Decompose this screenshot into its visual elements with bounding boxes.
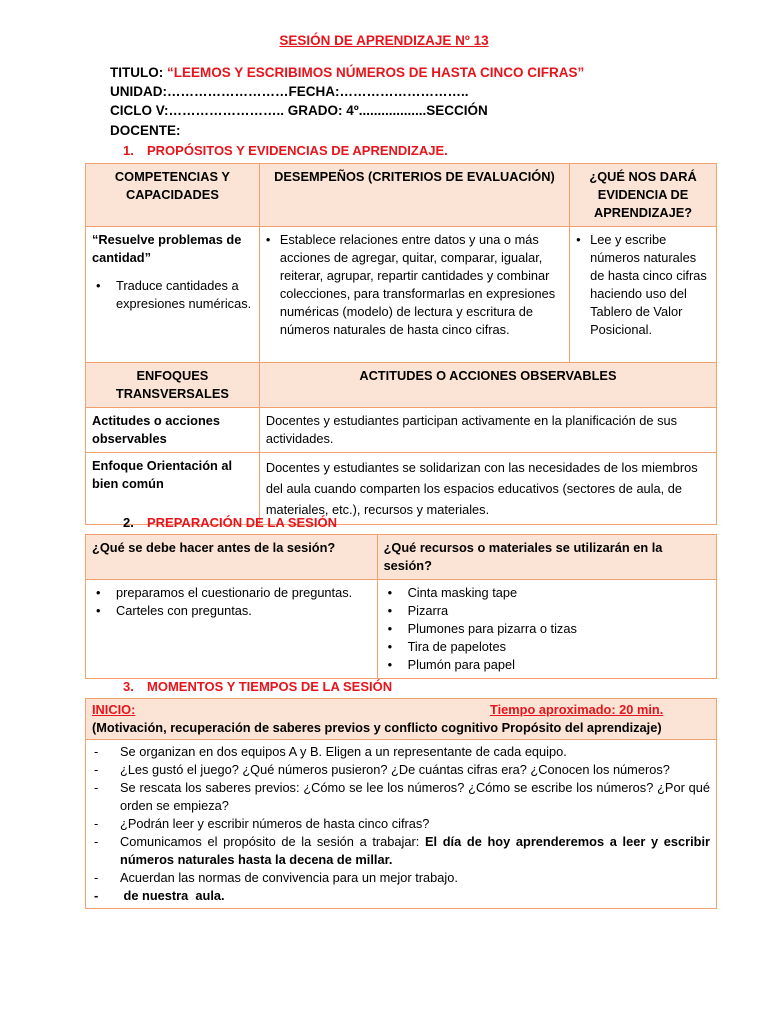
momentos-table — [85, 698, 717, 909]
actitudes-header: ACTITUDES O ACCIONES OBSERVABLES — [259, 363, 716, 408]
titulo-line: TITULO: “LEEMOS Y ESCRIBIMOS NÚMEROS DE HASTA CINCO CIFRAS” — [110, 65, 585, 80]
list-item: • Pizarra — [384, 602, 710, 620]
ciclo-line: CICLO V:…………………….. GRADO: 4º..................SECCIÓN — [110, 103, 488, 118]
tiempo-label: Tiempo aproximado: 20 min. — [490, 702, 664, 717]
list-item: - Comunicamos el propósito de la sesión a trabajar: El día de hoy aprenderemos a leer y escribir números naturales hasta la decena de millar. — [92, 833, 710, 869]
proposito-text: El día de hoy aprenderemos a leer y escribir números naturales hasta la decena de millar. — [120, 834, 710, 867]
section-2-heading: 2. PREPARACIÓN DE LA SESIÓN — [123, 515, 337, 530]
enfoque-row-text: Docentes y estudiantes se solidarizan con las necesidades de los miembros del aula cuando comparten los espacios educativos (sectores de aula, de materiales, etc.), recursos y materiales. — [259, 453, 716, 525]
list-item: - ¿Podrán leer y escribir números de hasta cinco cifras? — [92, 815, 710, 833]
capacidad-item: • Traduce cantidades a expresiones numéricas. — [92, 277, 253, 313]
recursos-cell — [377, 580, 716, 679]
enfoques-header: ENFOQUES TRANSVERSALES — [86, 363, 260, 408]
enfoque-row-text: Docentes y estudiantes participan activamente en la planificación de sus actividades. — [259, 408, 716, 453]
desempeno-cell — [259, 227, 569, 363]
recursos-header: ¿Qué recursos o materiales se utilizarán en la sesión? — [377, 535, 716, 580]
enfoque-row-label: Actitudes o acciones observables — [86, 408, 260, 453]
col-evidencia-header: ¿QUÉ NOS DARÁ EVIDENCIA DE APRENDIZAJE? — [570, 164, 717, 227]
docente-line: DOCENTE: — [110, 123, 181, 138]
list-item: • Plumón para papel — [384, 656, 710, 674]
list-item: - de nuestra aula. — [92, 887, 710, 905]
list-item: - Acuerdan las normas de convivencia para un mejor trabajo. — [92, 869, 710, 887]
list-item: - ¿Les gustó el juego? ¿Qué números pusieron? ¿De cuántas cifras era? ¿Conocen los números? — [92, 761, 710, 779]
antes-sesion-header: ¿Qué se debe hacer antes de la sesión? — [86, 535, 378, 580]
list-item: - Se organizan en dos equipos A y B. Eligen a un representante de cada equipo. — [92, 743, 710, 761]
inicio-header-cell — [86, 699, 717, 740]
evidencia-cell — [570, 227, 717, 363]
unidad-line: UNIDAD:………………………FECHA:……………………….. — [110, 84, 469, 99]
list-item: • Tira de papelotes — [384, 638, 710, 656]
propositos-table — [85, 163, 717, 525]
list-item: - Se rescata los saberes previos: ¿Cómo se lee los números? ¿Cómo se escribe los números? ¿Por qué orden se empieza? — [92, 779, 710, 815]
document-title: SESIÓN DE APRENDIZAJE Nº 13 — [279, 33, 489, 48]
enfoque-row-label: Enfoque Orientación al bien común — [86, 453, 260, 525]
desempeno-item: • Establece relaciones entre datos y una o más acciones de agregar, quitar, comparar, igualar, reiterar, agrupar, repartir cantidades y combinar colecciones, para transformarlas en expresiones numéricas (modelo) de lectura y escritura de números naturales de hasta cinco cifras. — [266, 231, 563, 339]
inicio-subtitle: (Motivación, recuperación de saberes previos y conflicto cognitivo Propósito del aprendizaje) — [92, 720, 662, 735]
col-competencias-header: COMPETENCIAS Y CAPACIDADES — [86, 164, 260, 227]
list-item: • preparamos el cuestionario de preguntas. — [92, 584, 371, 602]
list-item: • Cinta masking tape — [384, 584, 710, 602]
inicio-content-cell — [86, 740, 717, 909]
col-desempenos-header: DESEMPEÑOS (CRITERIOS DE EVALUACIÓN) — [259, 164, 569, 227]
list-item: • Carteles con preguntas. — [92, 602, 371, 620]
competencia-text: “Resuelve problemas de cantidad” — [92, 232, 242, 265]
titulo-value: “LEEMOS Y ESCRIBIMOS NÚMEROS DE HASTA CINCO CIFRAS” — [167, 65, 585, 80]
competencia-cell — [86, 227, 260, 363]
section-1-heading: 1. PROPÓSITOS Y EVIDENCIAS DE APRENDIZAJE. — [123, 143, 448, 158]
list-item: • Plumones para pizarra o tizas — [384, 620, 710, 638]
antes-sesion-cell — [86, 580, 378, 679]
evidencia-item: • Lee y escribe números naturales de hasta cinco cifras haciendo uso del Tablero de Valor Posicional. — [576, 231, 710, 339]
preparacion-table — [85, 534, 717, 679]
section-3-heading: 3. MOMENTOS Y TIEMPOS DE LA SESIÓN — [123, 679, 393, 694]
inicio-label: INICIO: — [92, 702, 136, 717]
